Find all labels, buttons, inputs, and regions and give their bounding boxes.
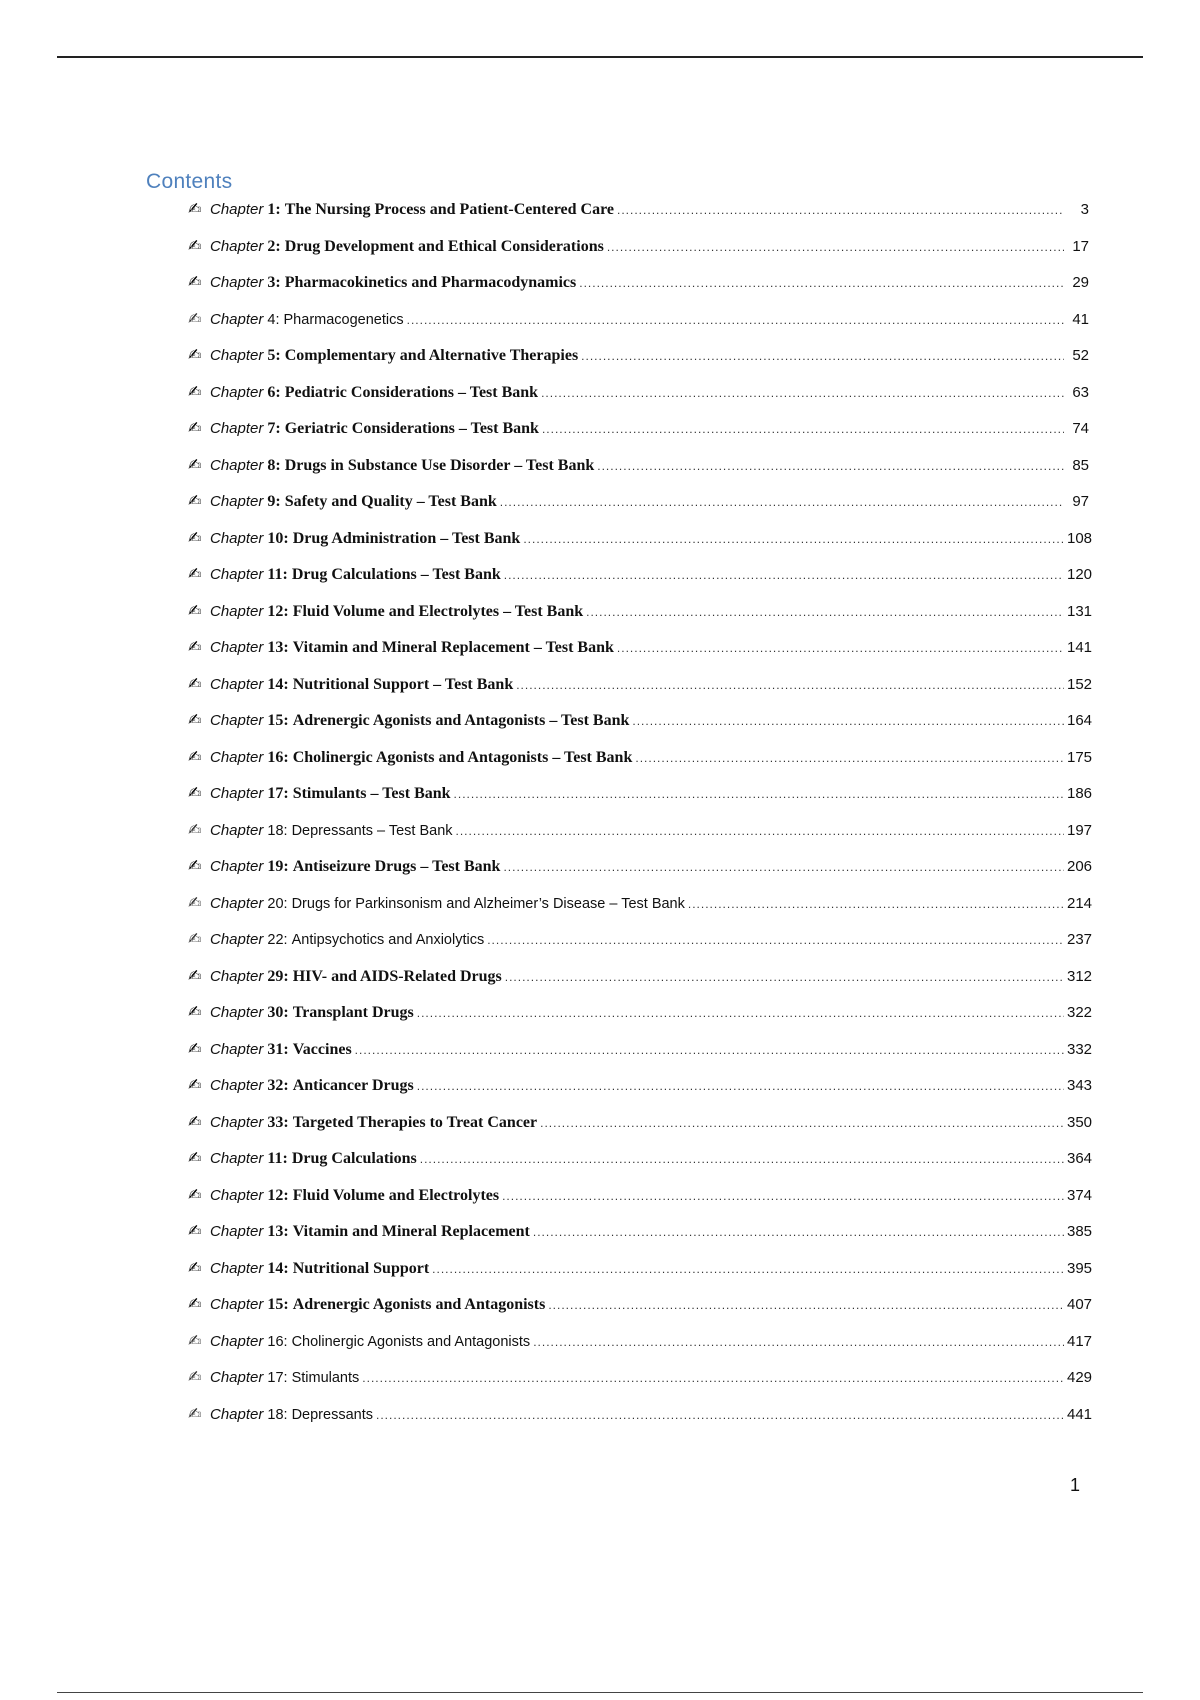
chapter-word: Chapter: [210, 1004, 264, 1021]
page-reference: 322: [1067, 1004, 1093, 1021]
chapter-number: 13: [267, 1223, 284, 1240]
chapter-title: Antiseizure Drugs – Test Bank: [292, 858, 501, 875]
writing-hand-icon: ✍: [188, 527, 202, 547]
chapter-title: The Nursing Process and Patient-Centered Care: [284, 201, 615, 218]
chapter-title: Anticancer Drugs: [292, 1077, 414, 1094]
dot-leader: [516, 678, 1064, 692]
dot-leader: [407, 313, 1064, 327]
dot-leader: [688, 897, 1064, 911]
chapter-word: Chapter: [210, 493, 264, 510]
chapter-title: Vitamin and Mineral Replacement: [292, 1223, 530, 1240]
chapter-number: 14: [267, 675, 284, 693]
writing-hand-icon: ✍: [188, 1367, 202, 1386]
page-reference: 214: [1067, 894, 1093, 912]
writing-hand-icon: ✍: [188, 308, 202, 328]
chapter-colon: :: [275, 311, 284, 328]
chapter-title: Vaccines: [292, 1040, 352, 1058]
chapter-word: Chapter: [210, 1150, 264, 1167]
chapter-title: Antipsychotics and Anxiolytics: [291, 932, 485, 948]
chapter-word: Chapter: [210, 639, 264, 656]
chapter-colon: :: [283, 1004, 293, 1021]
chapter-number: 6: [267, 383, 276, 401]
chapter-colon: :: [283, 1186, 293, 1204]
page-reference: 175: [1067, 748, 1093, 766]
chapter-title: Geriatric Considerations – Test Bank: [284, 420, 539, 437]
toc-entry[interactable]: [188, 272, 1089, 309]
toc-entry[interactable]: [188, 309, 1089, 346]
page-reference: 52: [1072, 347, 1089, 364]
chapter-colon: :: [283, 602, 293, 620]
chapter-word: Chapter: [210, 456, 264, 474]
chapter-word: Chapter: [210, 785, 264, 802]
chapter-word: Chapter: [210, 310, 264, 328]
page-reference: 108: [1067, 529, 1093, 547]
chapter-word: Chapter: [210, 237, 264, 255]
dot-leader: [487, 933, 1064, 947]
chapter-word: Chapter: [210, 1405, 264, 1423]
toc-entry[interactable]: [188, 746, 1093, 784]
writing-hand-icon: ✍: [188, 1111, 202, 1131]
writing-hand-icon: ✍: [188, 637, 202, 656]
writing-hand-icon: ✍: [188, 1330, 202, 1350]
chapter-colon: :: [283, 858, 293, 875]
chapter-word: Chapter: [210, 347, 264, 364]
dot-leader: [542, 422, 1064, 436]
chapter-title: Depressants – Test Bank: [291, 822, 453, 839]
page-reference: 186: [1067, 785, 1093, 802]
chapter-title: Adrenergic Agonists and Antagonists: [292, 1296, 546, 1313]
page-reference: 197: [1067, 821, 1093, 839]
chapter-title: Nutritional Support: [292, 1259, 430, 1277]
toc-entry[interactable]: [188, 564, 1093, 601]
writing-hand-icon: ✍: [188, 1002, 202, 1021]
toc-entry[interactable]: [188, 1184, 1093, 1222]
chapter-number: 31: [267, 1040, 284, 1058]
chapter-number: 20: [267, 895, 284, 912]
chapter-word: Chapter: [210, 1332, 264, 1350]
chapter-title: Drugs for Parkinsonism and Alzheimer’s Disease – Test Bank: [291, 895, 685, 912]
dot-leader: [376, 1408, 1064, 1422]
toc-entry[interactable]: [188, 236, 1089, 273]
chapter-word: Chapter: [210, 1077, 264, 1094]
dot-leader: [504, 568, 1064, 582]
chapter-colon: :: [283, 529, 293, 547]
writing-hand-icon: ✍: [188, 929, 202, 948]
writing-hand-icon: ✍: [188, 345, 202, 364]
chapter-title: Cholinergic Agonists and Antagonists: [291, 1333, 531, 1350]
page-reference: 350: [1067, 1113, 1093, 1131]
chapter-colon: :: [283, 1406, 292, 1423]
page-reference: 441: [1067, 1405, 1093, 1423]
writing-hand-icon: ✍: [188, 1075, 202, 1094]
page-reference: 131: [1067, 602, 1093, 620]
toc-entry[interactable]: [188, 965, 1093, 1003]
chapter-number: 4: [267, 311, 276, 328]
toc-entry[interactable]: [188, 710, 1093, 747]
page-reference: 312: [1067, 967, 1093, 985]
page-reference: 74: [1072, 420, 1089, 437]
dot-leader: [540, 1116, 1064, 1130]
chapter-word: Chapter: [210, 1186, 264, 1204]
chapter-number: 11: [267, 1150, 283, 1167]
chapter-colon: :: [283, 748, 293, 766]
toc-entry[interactable]: [188, 1002, 1093, 1039]
chapter-number: 18: [267, 822, 284, 839]
chapter-title: Depressants: [291, 1406, 373, 1423]
chapter-number: 16: [267, 748, 284, 766]
chapter-number: 17: [267, 785, 284, 802]
page-reference: 41: [1072, 310, 1089, 328]
chapter-colon: :: [275, 201, 285, 218]
toc-entry[interactable]: [188, 418, 1089, 455]
chapter-number: 9: [267, 493, 276, 510]
page-reference: 120: [1067, 566, 1093, 583]
chapter-title: Complementary and Alternative Therapies: [284, 347, 579, 364]
page-reference: 97: [1072, 493, 1089, 510]
page-reference: 385: [1067, 1223, 1093, 1240]
writing-hand-icon: ✍: [188, 1148, 202, 1167]
dot-leader: [533, 1225, 1064, 1239]
chapter-colon: :: [283, 932, 292, 948]
toc-entry[interactable]: [188, 1330, 1093, 1368]
page-reference: 206: [1067, 858, 1093, 875]
page-reference: 17: [1072, 237, 1089, 255]
writing-hand-icon: ✍: [188, 381, 202, 401]
page-reference: 141: [1067, 639, 1093, 656]
toc-entry[interactable]: [188, 1148, 1093, 1185]
writing-hand-icon: ✍: [188, 1184, 202, 1204]
toc-entry[interactable]: [188, 1367, 1093, 1404]
chapter-number: 18: [267, 1406, 284, 1423]
toc-entry[interactable]: [188, 1294, 1093, 1331]
chapter-title: Safety and Quality – Test Bank: [284, 493, 497, 510]
page-reference: 164: [1067, 712, 1093, 729]
dot-leader: [617, 203, 1064, 217]
dot-leader: [502, 1189, 1064, 1203]
toc-entry[interactable]: [188, 1038, 1093, 1076]
chapter-title: Drug Calculations – Test Bank: [291, 566, 501, 583]
chapter-colon: :: [275, 420, 285, 437]
chapter-title: Vitamin and Mineral Replacement – Test Bank: [292, 639, 614, 656]
dot-leader: [541, 386, 1064, 400]
chapter-number: 14: [267, 1259, 284, 1277]
dot-leader: [635, 751, 1064, 765]
writing-hand-icon: ✍: [188, 272, 202, 291]
page-reference: 364: [1067, 1150, 1093, 1167]
chapter-colon: :: [283, 675, 293, 693]
toc-entry[interactable]: [188, 199, 1089, 236]
chapter-colon: :: [282, 1150, 292, 1167]
chapter-colon: :: [283, 1040, 293, 1058]
chapter-colon: :: [275, 347, 285, 364]
page-reference: 343: [1067, 1077, 1093, 1094]
chapter-colon: :: [275, 383, 285, 401]
writing-hand-icon: ✍: [188, 1257, 202, 1277]
chapter-word: Chapter: [210, 1369, 264, 1386]
chapter-word: Chapter: [210, 274, 264, 291]
chapter-title: Fluid Volume and Electrolytes: [292, 1186, 500, 1204]
page-reference: 29: [1072, 274, 1089, 291]
chapter-word: Chapter: [210, 602, 264, 620]
chapter-word: Chapter: [210, 201, 264, 218]
writing-hand-icon: ✍: [188, 491, 202, 510]
chapter-word: Chapter: [210, 675, 264, 693]
page-reference: 332: [1067, 1040, 1093, 1058]
chapter-colon: :: [283, 822, 292, 839]
chapter-number: 15: [267, 1296, 284, 1313]
chapter-colon: :: [283, 639, 293, 656]
writing-hand-icon: ✍: [188, 1294, 202, 1313]
chapter-number: 22: [267, 932, 284, 948]
chapter-colon: :: [283, 967, 293, 985]
page-reference: 63: [1072, 383, 1089, 401]
page-reference: 429: [1067, 1369, 1093, 1386]
chapter-colon: :: [283, 1077, 293, 1094]
chapter-number: 19: [267, 858, 284, 875]
chapter-colon: :: [283, 1259, 293, 1277]
writing-hand-icon: ✍: [188, 746, 202, 766]
dot-leader: [505, 970, 1064, 984]
contents-heading: Contents: [146, 170, 233, 193]
chapter-number: 12: [267, 1186, 284, 1204]
chapter-title: Nutritional Support – Test Bank: [292, 675, 514, 693]
page-reference: 152: [1067, 675, 1093, 693]
chapter-number: 17: [267, 1370, 284, 1386]
chapter-number: 10: [267, 529, 284, 547]
chapter-colon: :: [275, 237, 285, 255]
toc-entry[interactable]: [188, 1111, 1093, 1149]
chapter-word: Chapter: [210, 931, 264, 948]
chapter-number: 12: [267, 602, 284, 620]
writing-hand-icon: ✍: [188, 600, 202, 620]
chapter-word: Chapter: [210, 1040, 264, 1058]
page-reference: 407: [1067, 1296, 1093, 1313]
chapter-word: Chapter: [210, 529, 264, 547]
chapter-number: 5: [267, 347, 276, 364]
chapter-number: 7: [267, 420, 276, 437]
chapter-colon: :: [283, 785, 293, 802]
chapter-colon: :: [283, 712, 293, 729]
toc-entry[interactable]: [188, 783, 1093, 820]
chapter-title: Drugs in Substance Use Disorder – Test Bank: [284, 456, 595, 474]
dot-leader: [503, 860, 1064, 874]
chapter-word: Chapter: [210, 821, 264, 839]
table-of-contents: [188, 199, 1093, 1440]
page-reference: 237: [1067, 931, 1093, 948]
chapter-title: Pharmacokinetics and Pharmacodynamics: [284, 274, 577, 291]
chapter-number: 1: [267, 201, 276, 218]
dot-leader: [523, 532, 1064, 546]
writing-hand-icon: ✍: [188, 1038, 202, 1058]
toc-entry[interactable]: [188, 1257, 1093, 1295]
chapter-title: Cholinergic Agonists and Antagonists – Test Bank: [292, 748, 633, 766]
writing-hand-icon: ✍: [188, 856, 202, 875]
toc-entry[interactable]: [188, 455, 1089, 492]
chapter-word: Chapter: [210, 967, 264, 985]
chapter-number: 33: [267, 1113, 284, 1131]
writing-hand-icon: ✍: [188, 564, 202, 583]
toc-entry[interactable]: [188, 929, 1093, 966]
toc-entry[interactable]: [188, 637, 1093, 674]
writing-hand-icon: ✍: [188, 783, 202, 802]
chapter-number: 3: [267, 274, 276, 291]
chapter-title: Drug Administration – Test Bank: [292, 529, 521, 547]
chapter-colon: :: [283, 1223, 293, 1240]
chapter-word: Chapter: [210, 1259, 264, 1277]
toc-entry[interactable]: [188, 819, 1093, 857]
writing-hand-icon: ✍: [188, 1403, 202, 1423]
dot-leader: [533, 1335, 1064, 1349]
chapter-title: Pharmacogenetics: [283, 311, 404, 328]
toc-entry[interactable]: [188, 1403, 1093, 1441]
writing-hand-icon: ✍: [188, 454, 202, 474]
chapter-colon: :: [282, 566, 292, 583]
chapter-title: Pediatric Considerations – Test Bank: [284, 383, 539, 401]
chapter-word: Chapter: [210, 894, 264, 912]
chapter-word: Chapter: [210, 383, 264, 401]
chapter-title: Stimulants: [291, 1370, 360, 1386]
chapter-number: 16: [267, 1333, 284, 1350]
dot-leader: [548, 1298, 1064, 1312]
writing-hand-icon: ✍: [188, 819, 202, 839]
header-rule: [57, 56, 1143, 58]
toc-entry[interactable]: [188, 491, 1089, 528]
chapter-word: Chapter: [210, 1223, 264, 1240]
dot-leader: [355, 1043, 1064, 1057]
page-number: 1: [1070, 1475, 1081, 1495]
writing-hand-icon: ✍: [188, 1221, 202, 1240]
chapter-word: Chapter: [210, 420, 264, 437]
chapter-title: Fluid Volume and Electrolytes – Test Bank: [292, 602, 584, 620]
footer-rule: [57, 1692, 1143, 1693]
dot-leader: [500, 495, 1064, 509]
chapter-word: Chapter: [210, 748, 264, 766]
toc-entry[interactable]: [188, 600, 1093, 638]
chapter-number: 29: [267, 967, 284, 985]
chapter-colon: :: [283, 1113, 293, 1131]
toc-entry[interactable]: [188, 345, 1089, 382]
dot-leader: [581, 349, 1064, 363]
dot-leader: [417, 1006, 1064, 1020]
chapter-word: Chapter: [210, 1296, 264, 1313]
chapter-colon: :: [275, 493, 285, 510]
writing-hand-icon: ✍: [188, 418, 202, 437]
dot-leader: [417, 1079, 1064, 1093]
chapter-colon: :: [283, 1370, 292, 1386]
page-reference: 3: [1080, 201, 1089, 218]
chapter-colon: :: [275, 456, 285, 474]
writing-hand-icon: ✍: [188, 710, 202, 729]
page-reference: 417: [1067, 1332, 1093, 1350]
toc-entry[interactable]: [188, 856, 1093, 893]
writing-hand-icon: ✍: [188, 235, 202, 255]
dot-leader: [579, 276, 1064, 290]
dot-leader: [456, 824, 1064, 838]
dot-leader: [597, 459, 1064, 473]
writing-hand-icon: ✍: [188, 199, 202, 218]
toc-entry[interactable]: [188, 382, 1089, 419]
page-reference: 374: [1067, 1186, 1093, 1204]
page-reference: 85: [1072, 456, 1089, 474]
dot-leader: [586, 605, 1064, 619]
chapter-number: 2: [267, 237, 276, 255]
dot-leader: [432, 1262, 1064, 1276]
chapter-number: 30: [267, 1004, 284, 1021]
dot-leader: [362, 1371, 1064, 1385]
toc-entry[interactable]: [188, 527, 1093, 565]
chapter-colon: :: [283, 1296, 293, 1313]
chapter-colon: :: [283, 1333, 292, 1350]
dot-leader: [420, 1152, 1064, 1166]
writing-hand-icon: ✍: [188, 892, 202, 912]
chapter-title: Drug Development and Ethical Considerations: [284, 237, 604, 255]
toc-entry[interactable]: [188, 892, 1093, 930]
writing-hand-icon: ✍: [188, 965, 202, 985]
chapter-number: 13: [267, 639, 284, 656]
page-reference: 395: [1067, 1259, 1093, 1277]
toc-entry[interactable]: [188, 1075, 1093, 1112]
chapter-title: Transplant Drugs: [292, 1004, 414, 1021]
chapter-word: Chapter: [210, 858, 264, 875]
toc-entry[interactable]: [188, 673, 1093, 711]
chapter-word: Chapter: [210, 712, 264, 729]
chapter-colon: :: [283, 895, 292, 912]
chapter-title: Drug Calculations: [291, 1150, 417, 1167]
chapter-word: Chapter: [210, 566, 264, 583]
dot-leader: [607, 240, 1064, 254]
dot-leader: [454, 787, 1064, 801]
writing-hand-icon: ✍: [188, 673, 202, 693]
dot-leader: [617, 641, 1064, 655]
chapter-title: Stimulants – Test Bank: [292, 785, 451, 802]
dot-leader: [632, 714, 1064, 728]
chapter-number: 11: [267, 566, 283, 583]
chapter-colon: :: [275, 274, 285, 291]
chapter-title: Targeted Therapies to Treat Cancer: [292, 1113, 538, 1131]
chapter-number: 15: [267, 712, 284, 729]
chapter-title: Adrenergic Agonists and Antagonists – Test Bank: [292, 712, 630, 729]
toc-entry[interactable]: [188, 1221, 1093, 1258]
chapter-title: HIV- and AIDS-Related Drugs: [292, 967, 502, 985]
chapter-number: 32: [267, 1077, 284, 1094]
chapter-number: 8: [267, 456, 276, 474]
chapter-word: Chapter: [210, 1113, 264, 1131]
